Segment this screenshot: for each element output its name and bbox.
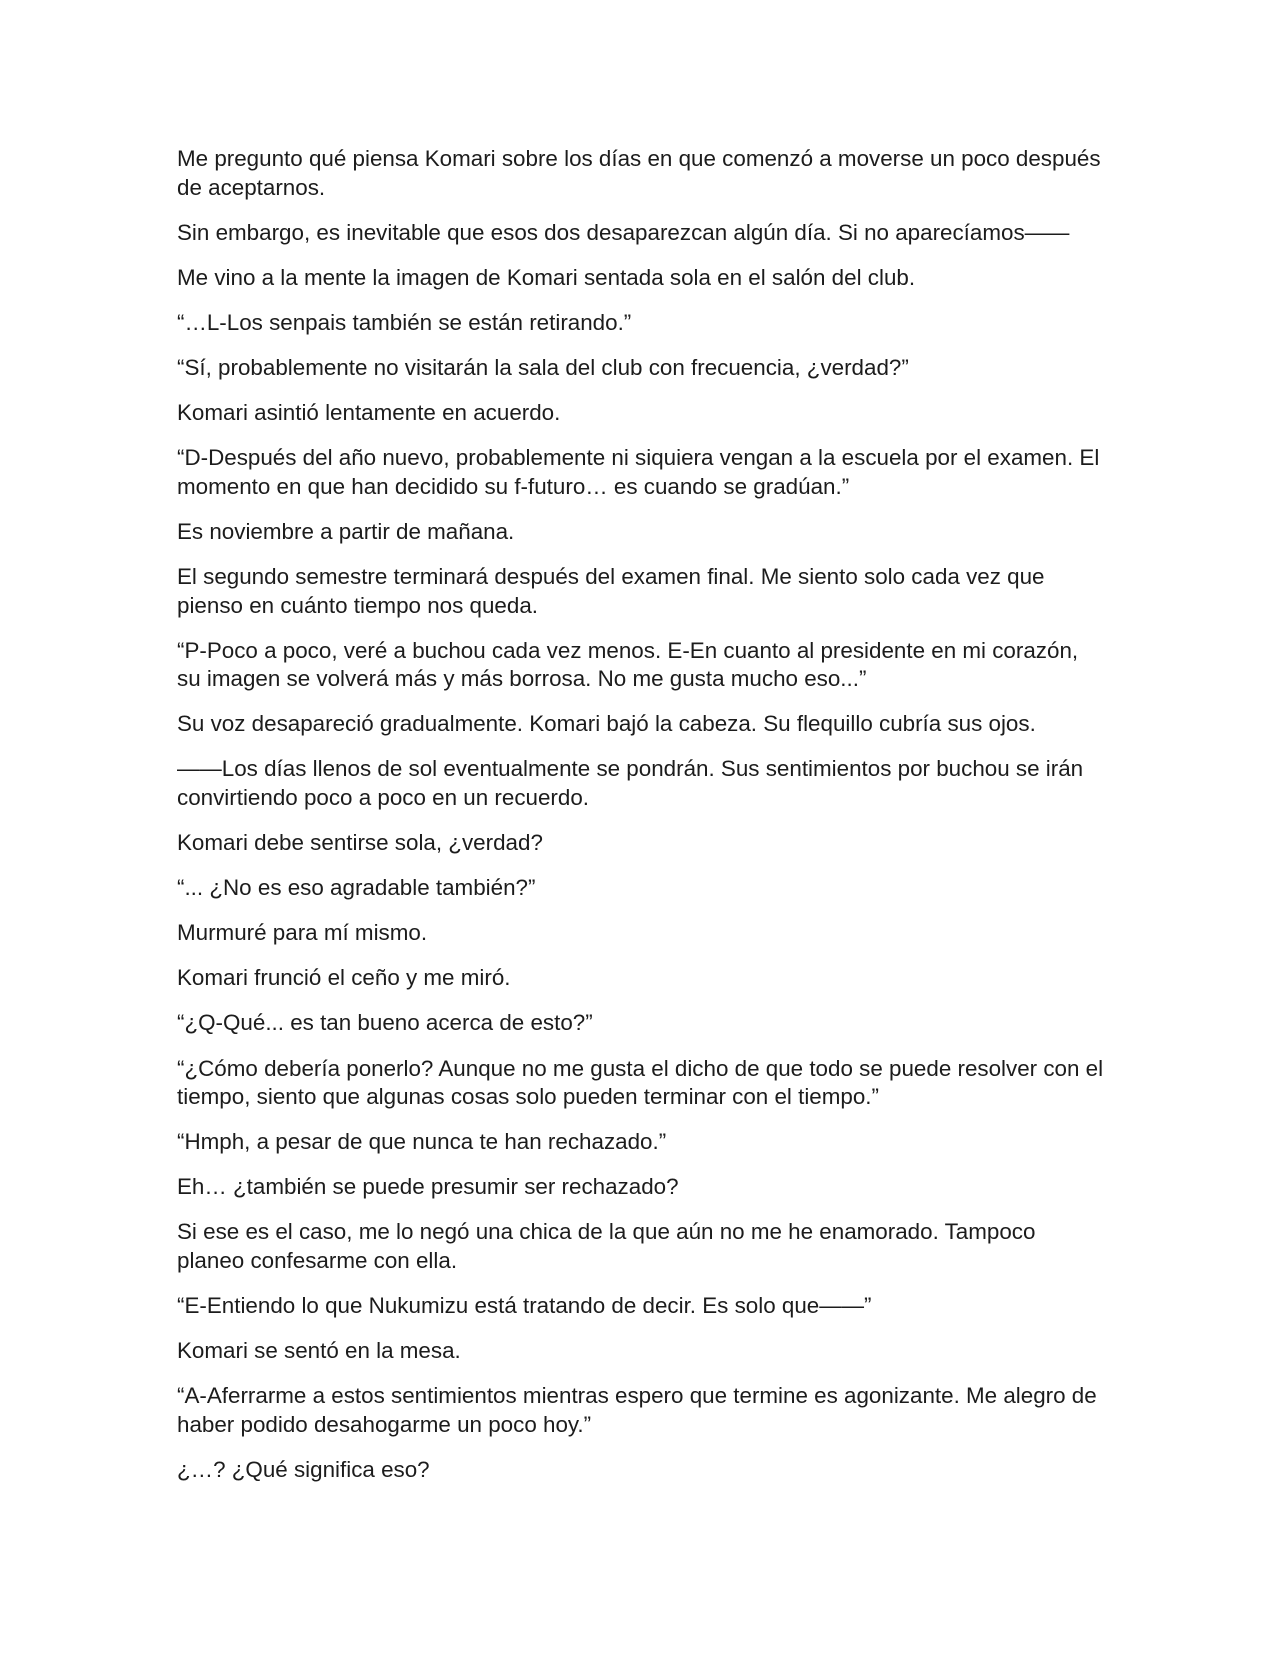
paragraph: Komari se sentó en la mesa. <box>177 1338 461 1364</box>
paragraph: “¿Cómo debería ponerlo? Aunque no me gusta el dicho de que todo se puede resolver con el tiempo, siento que algunas cosas solo pueden terminar con el tiempo.” <box>177 1055 1104 1110</box>
paragraph: Su voz desapareció gradualmente. Komari bajó la cabeza. Su flequillo cubría sus ojos. <box>177 711 1036 737</box>
paragraph: Komari debe sentirse sola, ¿verdad? <box>177 830 543 856</box>
paragraph: Komari asintió lentamente en acuerdo. <box>177 400 561 426</box>
paragraph: Sin embargo, es inevitable que esos dos desaparezcan algún día. Si no aparecíamos—— <box>177 219 1070 245</box>
paragraph: Si ese es el caso, me lo negó una chica de la que aún no me he enamorado. Tampoco planeo confesarme con ella. <box>177 1219 1036 1274</box>
paragraph: “…L-Los senpais también se están retirando.” <box>177 309 632 335</box>
paragraph: Me vino a la mente la imagen de Komari sentada sola en el salón del club. <box>177 264 916 290</box>
paragraph: “A-Aferrarme a estos sentimientos mientras espero que termine es agonizante. Me alegro de haber podido desahogarme un poco hoy.” <box>177 1383 1097 1437</box>
paragraph: Eh… ¿también se puede presumir ser rechazado? <box>177 1174 679 1200</box>
paragraph: “... ¿No es eso agradable también?” <box>177 875 536 901</box>
paragraph: “Hmph, a pesar de que nunca te han rechazado.” <box>177 1129 667 1155</box>
body-text <box>177 145 1107 1501</box>
paragraph: Komari frunció el ceño y me miró. <box>177 965 511 991</box>
paragraph: “P-Poco a poco, veré a buchou cada vez menos. E-En cuanto al presidente en mi corazón, su imagen se volverá más y más borrosa. No me gusta mucho eso...” <box>177 637 1079 692</box>
paragraph: ¿…? ¿Qué significa eso? <box>177 1457 430 1482</box>
paragraph: Murmuré para mí mismo. <box>177 920 428 946</box>
paragraph: “¿Q-Qué... es tan bueno acerca de esto?” <box>177 1010 593 1036</box>
paragraph: El segundo semestre terminará después del examen final. Me siento solo cada vez que pienso en cuánto tiempo nos queda. <box>177 563 1045 618</box>
paragraph: “Sí, probablemente no visitarán la sala del club con frecuencia, ¿verdad?” <box>177 354 909 380</box>
paragraph: Es noviembre a partir de mañana. <box>177 518 515 544</box>
paragraph: ——Los días llenos de sol eventualmente se pondrán. Sus sentimientos por buchou se irán convirtiendo poco a poco en un recuerdo. <box>177 756 1084 810</box>
paragraph: “D-Después del año nuevo, probablemente ni siquiera vengan a la escuela por el examen. El momento en que han decidido su f-futuro… es cuando se gradúan.” <box>177 445 1100 499</box>
paragraph: Me pregunto qué piensa Komari sobre los días en que comenzó a moverse un poco después de aceptarnos. <box>177 146 1101 200</box>
paragraph: “E-Entiendo lo que Nukumizu está tratando de decir. Es solo que——” <box>177 1293 872 1319</box>
